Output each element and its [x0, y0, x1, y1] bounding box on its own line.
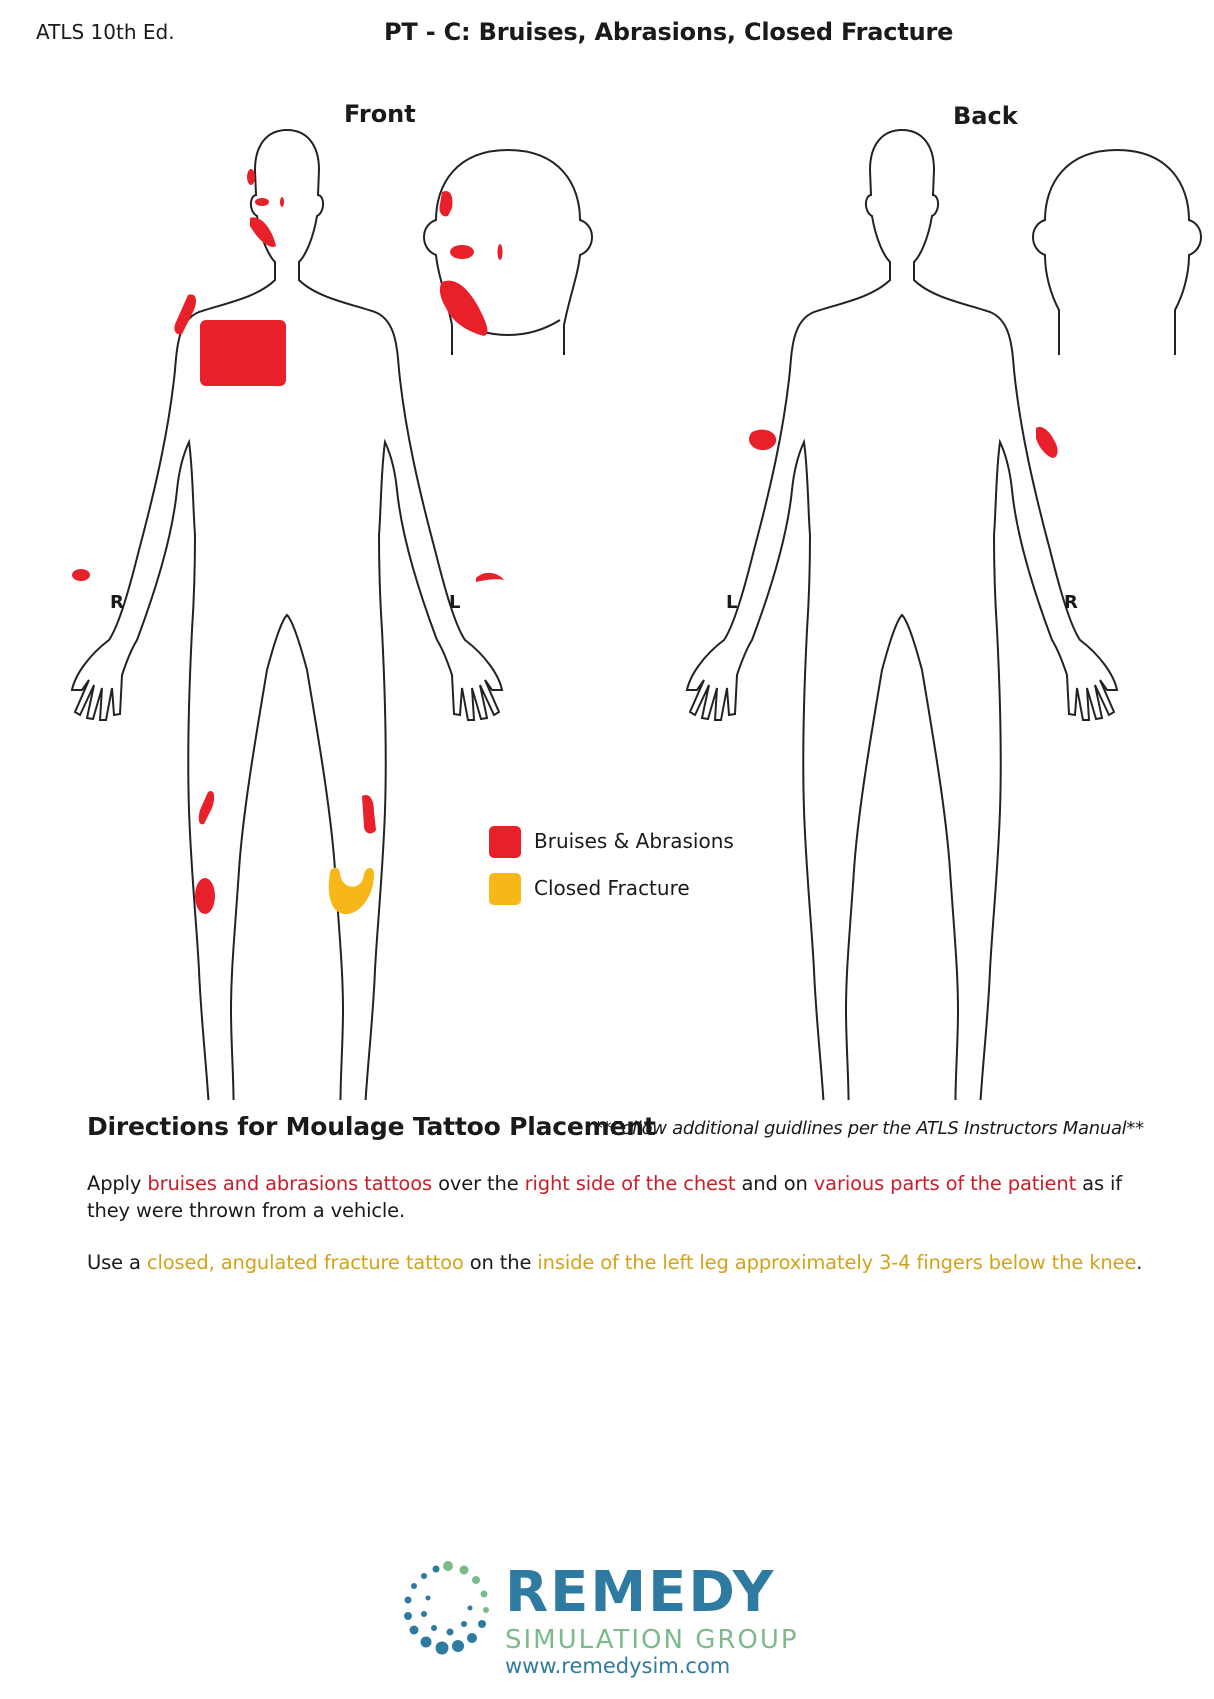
back-left-elbow-mark	[749, 430, 776, 450]
legend-swatch-fracture	[489, 873, 521, 905]
back-view-label: Back	[953, 102, 1018, 130]
left-wrist-mark	[476, 573, 504, 582]
directions-paragraph-fracture: Use a closed, angulated fracture tattoo on the inside of the left leg approximately 3-4 fingers below the knee.	[87, 1251, 1143, 1274]
brand-subtitle: SIMULATION GROUP	[505, 1625, 799, 1655]
back-head-closeup	[1033, 150, 1201, 355]
directions-heading: Directions for Moulage Tattoo Placement	[87, 1112, 656, 1141]
chest-bruise-mark	[200, 320, 286, 386]
page-title: PT - C: Bruises, Abrasions, Closed Fracture	[384, 18, 954, 46]
front-right-side-label: R	[110, 592, 124, 613]
cheek-dot-mark	[280, 197, 284, 207]
front-view-label: Front	[344, 100, 416, 128]
back-left-side-label: L	[726, 592, 738, 613]
remedy-logo-icon	[398, 1558, 498, 1658]
right-wrist-mark	[72, 569, 90, 581]
forehead-bruise-mark	[247, 169, 255, 185]
front-body-figure	[72, 130, 502, 1100]
back-right-side-label: R	[1064, 592, 1078, 613]
legend-label-bruises: Bruises & Abrasions	[534, 829, 734, 853]
closeup-cheek-mark	[450, 245, 474, 259]
front-head-closeup	[424, 150, 592, 355]
closeup-cheek-dot-mark	[498, 244, 503, 260]
edition-label: ATLS 10th Ed.	[36, 20, 175, 44]
front-left-side-label: L	[449, 592, 461, 613]
brand-url-link[interactable]: www.remedysim.com	[505, 1654, 731, 1678]
back-right-elbow-mark	[1036, 427, 1058, 458]
right-shin-mark	[195, 878, 215, 914]
legend-swatch-bruises	[489, 826, 521, 858]
directions-paragraph-bruises: Apply bruises and abrasions tattoos over the right side of the chest and on various parts of the patient as if they were thrown from a vehicle.	[87, 1172, 1122, 1222]
brand-name: REMEDY	[505, 1560, 776, 1625]
cheek-bruise-mark	[255, 198, 269, 206]
directions-note: **Follow additional guidlines per the ATLS Instructors Manual**	[594, 1118, 1144, 1139]
legend-label-fracture: Closed Fracture	[534, 876, 690, 900]
